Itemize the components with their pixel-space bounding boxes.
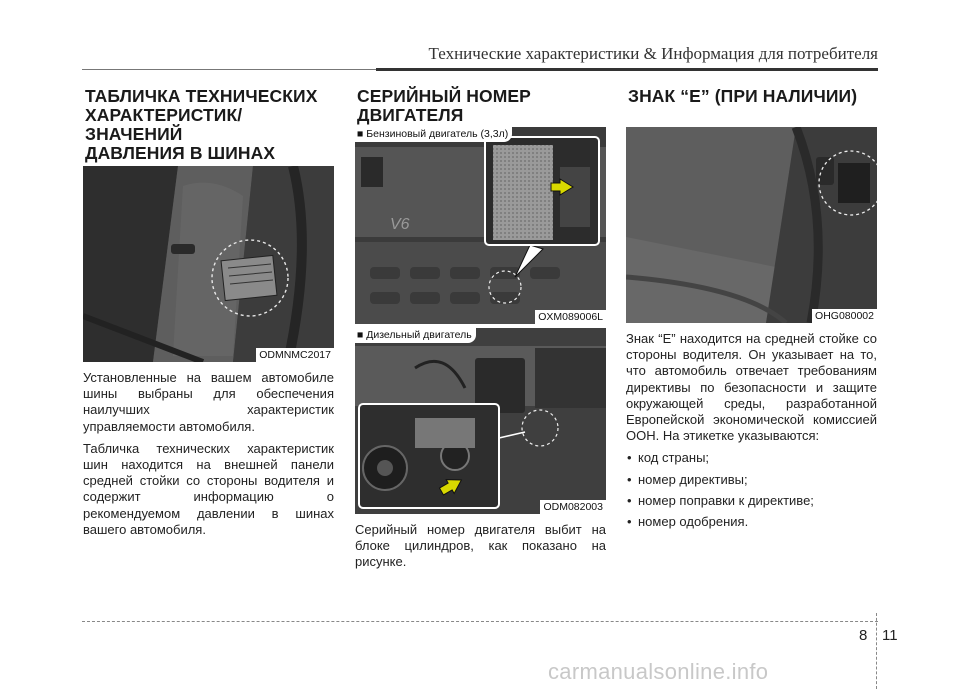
paragraph: Серийный номер двигателя выбит на блоке цилиндров, как показано на рисунке. bbox=[355, 522, 606, 570]
heading-line: СЕРИЙНЫЙ НОМЕР bbox=[357, 86, 531, 106]
bullet: • bbox=[627, 450, 632, 466]
watermark: carmanualsonline.info bbox=[548, 659, 769, 684]
bullet: • bbox=[627, 514, 632, 530]
footer-divider bbox=[876, 613, 877, 689]
header-title: Технические характеристики & Информация для потребителя bbox=[428, 44, 878, 63]
photo-petrol-engine bbox=[355, 127, 606, 324]
header-rule bbox=[376, 68, 878, 71]
paragraph: Табличка технических характеристик шин находится на внешней панели средней стойки со стороны водителя и содержит информацию о рекомендуемом давлении в шинах вашего автомобиля. bbox=[83, 440, 334, 537]
photo-e-mark-pillar bbox=[626, 127, 877, 323]
photo-door-pillar bbox=[83, 166, 334, 362]
petrol-engine-illustration bbox=[355, 127, 606, 324]
section-heading-e-mark bbox=[626, 87, 877, 106]
heading-line: ХАРАКТЕРИСТИК/ЗНАЧЕНИЙ bbox=[85, 105, 243, 144]
list-item: • номер одобрения. bbox=[627, 514, 749, 530]
diesel-engine-illustration bbox=[355, 328, 606, 514]
pillar-illustration bbox=[626, 127, 877, 323]
list-item: • код страны; bbox=[627, 450, 710, 466]
bullet: • bbox=[627, 471, 632, 487]
section-heading-engine-number bbox=[355, 87, 606, 125]
photo-code: ODMNMC2017 bbox=[256, 348, 334, 362]
page-number: 11 bbox=[882, 627, 898, 644]
section-heading-tire-label bbox=[83, 87, 334, 163]
chapter-number: 8 bbox=[859, 627, 868, 644]
engine-mark: V6 bbox=[390, 216, 410, 233]
paragraph: Установленные на вашем автомобиле шины выбраны для обеспечения наилучших характеристик управляемости автомобиля. bbox=[83, 370, 334, 434]
photo-label: ■ Дизельный двигатель bbox=[355, 328, 476, 343]
bullet-list bbox=[626, 450, 877, 530]
footer-rule bbox=[82, 621, 878, 622]
bullet: • bbox=[627, 492, 632, 508]
photo-code: ODM082003 bbox=[540, 500, 606, 514]
door-pillar-illustration bbox=[83, 166, 334, 362]
heading-line: ЗНАК “E” (ПРИ НАЛИЧИИ) bbox=[628, 86, 858, 106]
heading-line: ДВИГАТЕЛЯ bbox=[357, 105, 464, 125]
paragraph: Знак “E” находится на средней стойке со стороны водителя. Он указывает на то, что автомобиль отвечает требованиям директивы по безопасности и защите окружающей среды, разработанной Европейской экономической комиссией ООН. На этикетке указываются: bbox=[626, 331, 877, 444]
heading-line: ДАВЛЕНИЯ В ШИНАХ bbox=[85, 143, 276, 163]
photo-diesel-engine bbox=[355, 328, 606, 514]
column-engine-number bbox=[355, 86, 606, 577]
photo-code: OHG080002 bbox=[812, 309, 877, 323]
list-item: • номер поправки к директиве; bbox=[627, 492, 814, 508]
heading-line: ТАБЛИЧКА ТЕХНИЧЕСКИХ bbox=[85, 86, 318, 106]
column-e-mark bbox=[626, 86, 877, 535]
header-rule-thin bbox=[82, 69, 376, 70]
photo-label: ■ Бензиновый двигатель (3,3л) bbox=[355, 127, 512, 142]
column-tire-label bbox=[83, 86, 334, 544]
list-item: • номер директивы; bbox=[627, 471, 748, 487]
photo-code: OXM089006L bbox=[535, 310, 606, 324]
